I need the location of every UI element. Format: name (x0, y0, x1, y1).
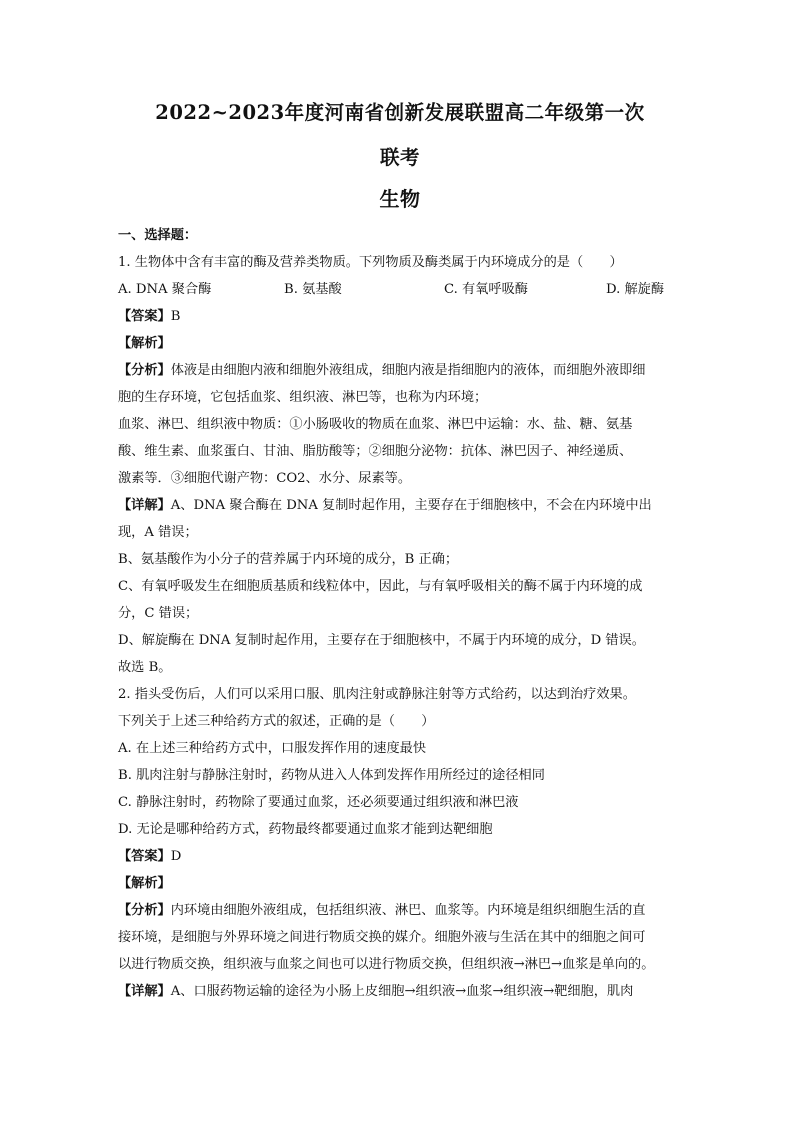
q1-options (118, 276, 678, 303)
q1-option-a: A. DNA 聚合酶 (118, 282, 212, 297)
q1-xiangjie-2: 现，A 错误； (118, 525, 198, 540)
q2-fenxi-2: 接环境，是细胞与外界环境之间进行物质交换的媒介。细胞外液与生活在其中的细胞之间可 (118, 930, 646, 945)
q1-fenxi-3: 血浆、淋巴、组织液中物质：①小肠吸收的物质在血浆、淋巴中运输：水、盐、糖、氨基 (118, 417, 633, 432)
answer-value: B (170, 309, 181, 324)
document-body (118, 222, 678, 1005)
q2-option-d: D. 无论是哪种给药方式，药物最终都要通过血浆才能到达靶细胞 (118, 822, 493, 837)
xiangjie-tag: 【详解】 (118, 498, 171, 513)
q2-option-c: C. 静脉注射时，药物除了要通过血浆，还必须要通过组织液和淋巴液 (118, 795, 519, 810)
answer-tag: 【答案】 (118, 849, 171, 864)
q1-option-d: D. 解旋酶 (606, 282, 665, 297)
fenxi-text: 内环境由细胞外液组成，包括组织液、淋巴、血浆等。内环境是组织细胞生活的直 (170, 903, 646, 918)
doc-title-line2: 联考 (379, 146, 420, 169)
q1-fenxi-4: 酸、维生素、血浆蛋白、甘油、脂肪酸等；②细胞分泌物：抗体、淋巴因子、神经递质、 (118, 444, 633, 459)
xiangjie-tag: 【详解】 (118, 984, 171, 999)
q1-xiangjie-1 (118, 492, 678, 519)
q1-option-c: C. 有氧呼吸酶 (444, 282, 528, 297)
xiangjie-text: A、口服药物运输的途径为小肠上皮细胞→组织液→血浆→组织液→靶细胞，肌肉 (170, 984, 634, 999)
q1-fenxi-2: 胞的生存环境，它包括血浆、组织液、淋巴等，也称为内环境； (118, 390, 488, 405)
q2-xiangjie-1 (118, 978, 678, 1005)
q1-xiangjie-3: B、氨基酸作为小分子的营养属于内环境的成分，B 正确； (118, 552, 459, 567)
q2-answer (118, 843, 678, 870)
answer-tag: 【答案】 (118, 309, 171, 324)
answer-value: D (170, 849, 182, 864)
q2-stem-1: 2. 指头受伤后，人们可以采用口服、肌肉注射或静脉注射等方式给药，以达到治疗效果。 (118, 687, 636, 702)
q1-xiangjie-7: 故选 B。 (118, 660, 172, 675)
q2-analysis-heading: 【解析】 (118, 876, 171, 891)
q1-analysis-heading: 【解析】 (118, 336, 171, 351)
q1-xiangjie-4: C、有氧呼吸发生在细胞质基质和线粒体中，因此，与有氧呼吸相关的酶不属于内环境的成 (118, 579, 643, 594)
subject-title: 生物 (379, 187, 421, 211)
q1-xiangjie-5: 分，C 错误； (118, 606, 199, 621)
q2-option-a: A. 在上述三种给药方式中，口服发挥作用的速度最快 (118, 741, 427, 756)
q2-fenxi-3: 以进行物质交换，组织液与血浆之间也可以进行物质交换，但组织液→淋巴→血浆是单向的。 (118, 957, 655, 972)
fenxi-tag: 【分析】 (118, 363, 171, 378)
fenxi-text: 体液是由细胞内液和细胞外液组成，细胞内液是指细胞内的液体，而细胞外液即细 (170, 363, 646, 378)
q1-option-b: B. 氨基酸 (284, 282, 342, 297)
fenxi-tag: 【分析】 (118, 903, 171, 918)
section-heading: 一、选择题： (118, 228, 198, 243)
q1-answer (118, 303, 678, 330)
q1-stem: 1. 生物体中含有丰富的酶及营养类物质。下列物质及酶类属于内环境成分的是（ ） (118, 255, 623, 270)
q2-fenxi-1 (118, 897, 678, 924)
q2-stem-2: 下列关于上述三种给药方式的叙述，正确的是（ ） (118, 714, 435, 729)
doc-title-line1: 2022~2023年度河南省创新发展联盟高二年级第一次 (155, 101, 645, 124)
q1-fenxi-5: 激素等．③细胞代谢产物：CO2、水分、尿素等。 (118, 471, 412, 486)
q1-xiangjie-6: D、解旋酶在 DNA 复制时起作用，主要存在于细胞核中，不属于内环境的成分，D 错误。 (118, 633, 645, 648)
q2-option-b: B. 肌肉注射与静脉注射时，药物从进入人体到发挥作用所经过的途径相同 (118, 768, 545, 783)
q1-fenxi-1 (118, 357, 678, 384)
xiangjie-text: A、DNA 聚合酶在 DNA 复制时起作用，主要存在于细胞核中，不会在内环境中出 (170, 498, 652, 513)
